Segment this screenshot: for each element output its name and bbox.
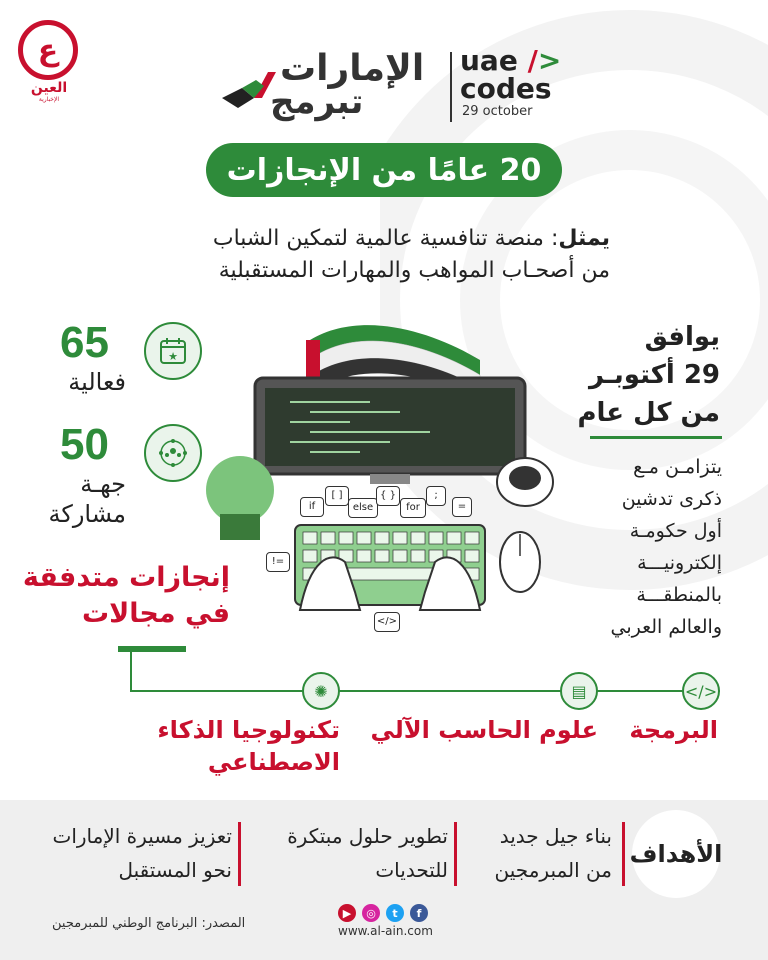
date-line1: يوافق (644, 322, 720, 352)
stat-partners-label2: مشاركة (48, 500, 126, 528)
logo-subtitle: الإخبارية (38, 96, 60, 103)
brand-english-line2: codes (460, 72, 552, 105)
timeline-connector (130, 652, 132, 692)
code-window-icon: </> (682, 672, 720, 710)
brand-uae: uae (460, 44, 518, 77)
al-ain-logo (18, 20, 78, 80)
achievements-line2: في مجالات (82, 598, 230, 629)
logo-letter: ع (37, 32, 59, 68)
description-line1 (213, 226, 610, 251)
goal1-line1: بناء جيل جديد (499, 824, 612, 848)
field-computer-science: علوم الحاسب الآلي (370, 716, 598, 744)
headline-pill (206, 143, 562, 197)
logo-name: العين (30, 80, 68, 96)
code-bubble-tag: </> (374, 612, 400, 632)
brand-divider (450, 52, 452, 122)
goal-separator (454, 822, 457, 886)
code-bubble-if: if (300, 497, 324, 517)
goal2-line2: للتحديات (375, 858, 448, 882)
twitter-icon[interactable]: t (386, 904, 404, 922)
ai-brain-icon: ✺ (302, 672, 340, 710)
goal2-line1: تطوير حلول مبتكرة (287, 824, 448, 848)
brand-date: 29 october (462, 104, 533, 119)
goal-separator (622, 822, 625, 886)
code-bubble-braces: { } (376, 486, 400, 506)
programmer-illustration (200, 300, 560, 660)
description-bold: يمثل (558, 226, 610, 251)
code-bubble-semicolon: ; (426, 486, 446, 506)
coincides-line3: أول حكومـة (629, 520, 722, 542)
coincides-line4: إلكترونيـــة (637, 552, 722, 574)
goals-title-circle (629, 810, 723, 898)
coincides-line6: والعالم العربي (610, 616, 722, 638)
field-ai-line2: الاصطناعي (207, 748, 340, 776)
goal3-line2: نحو المستقبل (118, 858, 232, 882)
slash-red-icon: / (527, 44, 538, 77)
achievements-bar (118, 646, 186, 652)
headline-text: 20 عامًا من الإنجازات (226, 152, 542, 188)
svg-text:★: ★ (168, 350, 178, 363)
code-bubble-notequal: != (266, 552, 290, 572)
stat-events-label: فعالية (68, 368, 126, 396)
calendar-star-icon (144, 322, 202, 380)
description-line2: من أصحـاب المواهب والمهارات المستقبلية (218, 258, 610, 283)
date-underline (590, 436, 722, 439)
coincides-line5: بالمنطقـــة (636, 584, 722, 606)
achievements-line1: إنجازات متدفقة (22, 562, 230, 593)
youtube-icon[interactable]: ▶ (338, 904, 356, 922)
network-people-icon (144, 424, 202, 482)
goals-title: الأهداف (629, 840, 723, 868)
code-bubble-equals: = (452, 497, 472, 517)
goal1-line2: من المبرمجين (494, 858, 612, 882)
code-bubble-for: for (400, 498, 426, 518)
facebook-icon[interactable]: f (410, 904, 428, 922)
chevron-green-icon: > (537, 44, 562, 77)
description-rest: : منصة تنافسية عالمية لتمكين الشباب (212, 226, 559, 251)
stat-partners-label1: جهـة (80, 470, 126, 498)
brand-arabic-line1: الإمارات (280, 48, 425, 89)
code-bubble-else: else (348, 498, 378, 518)
source-credit: المصدر: البرنامج الوطني للمبرمجين (52, 916, 246, 931)
goal-separator (238, 822, 241, 886)
date-line3: من كل عام (577, 398, 720, 428)
field-ai-line1: تكنولوجيا الذكاء (157, 716, 340, 744)
stat-partners-number: 50 (60, 420, 109, 469)
goal3-line1: تعزيز مسيرة الإمارات (52, 824, 232, 848)
field-programming: البرمجة (629, 716, 718, 744)
brand-arabic-line2: تبرمج (270, 82, 364, 122)
computer-icon: ▤ (560, 672, 598, 710)
instagram-icon[interactable]: ◎ (362, 904, 380, 922)
code-bubble-brackets: [ ] (325, 486, 349, 506)
website-link[interactable]: www.al-ain.com (338, 924, 433, 938)
coincides-line2: ذكرى تدشين (621, 488, 722, 510)
date-line2: 29 أكتوبـر (588, 360, 720, 390)
stat-events-number: 65 (60, 318, 109, 367)
timeline-line (130, 690, 720, 692)
coincides-line1: يتزامـن مـع (633, 456, 722, 478)
